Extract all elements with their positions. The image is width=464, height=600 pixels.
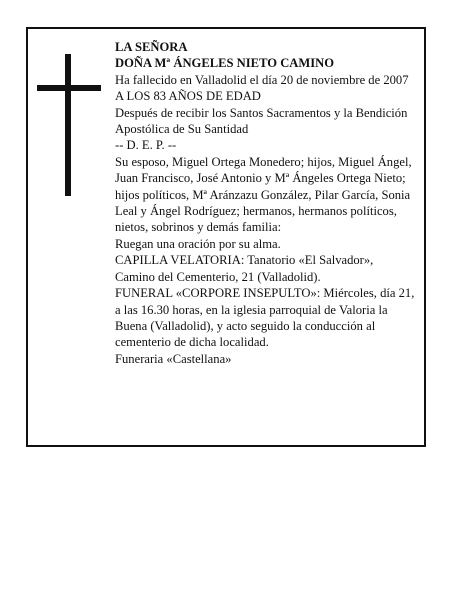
wake-location: CAPILLA VELATORIA: Tanatorio «El Salvador», Camino del Cementerio, 21 (Valladolid). xyxy=(115,253,374,284)
obituary-text xyxy=(115,39,415,367)
family-statement: Su esposo, Miguel Ortega Monedero; hijos, Miguel Ángel, Juan Francisco, José Antonio y Mª Ángeles Ortega Nieto; hijos políticos, Mª Aránzazu González, Pilar García, Sonia Leal y Ángel Rodríguez; hermanos, hermanos políticos, nietos, sobrinos y demás familia: xyxy=(115,154,412,235)
cross-vertical-bar xyxy=(65,54,71,196)
sacraments-statement: Después de recibir los Santos Sacramentos y la Bendición Apostólica de Su Santidad xyxy=(115,105,408,137)
deceased-name: DOÑA Mª ÁNGELES NIETO CAMINO xyxy=(115,56,335,71)
death-statement: Ha fallecido en Valladolid el día 20 de noviembre de 2007 xyxy=(115,72,409,87)
cross-horizontal-bar xyxy=(37,85,101,91)
rip-line: -- D. E. P. -- xyxy=(115,138,177,153)
funeral-details: FUNERAL «CORPORE INSEPULTO»: Miércoles, día 21, a las 16.30 horas, en la iglesia parroquial de Valoria la Buena (Valladolid), y acto seguido la conducción al cementerio de dicha localidad. xyxy=(115,286,415,350)
age-statement: A LOS 83 AÑOS DE EDAD xyxy=(115,89,261,104)
funeral-home: Funeraria «Castellana» xyxy=(115,351,232,366)
prayer-request: Ruegan una oración por su alma. xyxy=(115,236,281,251)
latin-cross-icon xyxy=(37,54,101,196)
notice-title: LA SEÑORA xyxy=(115,40,188,54)
